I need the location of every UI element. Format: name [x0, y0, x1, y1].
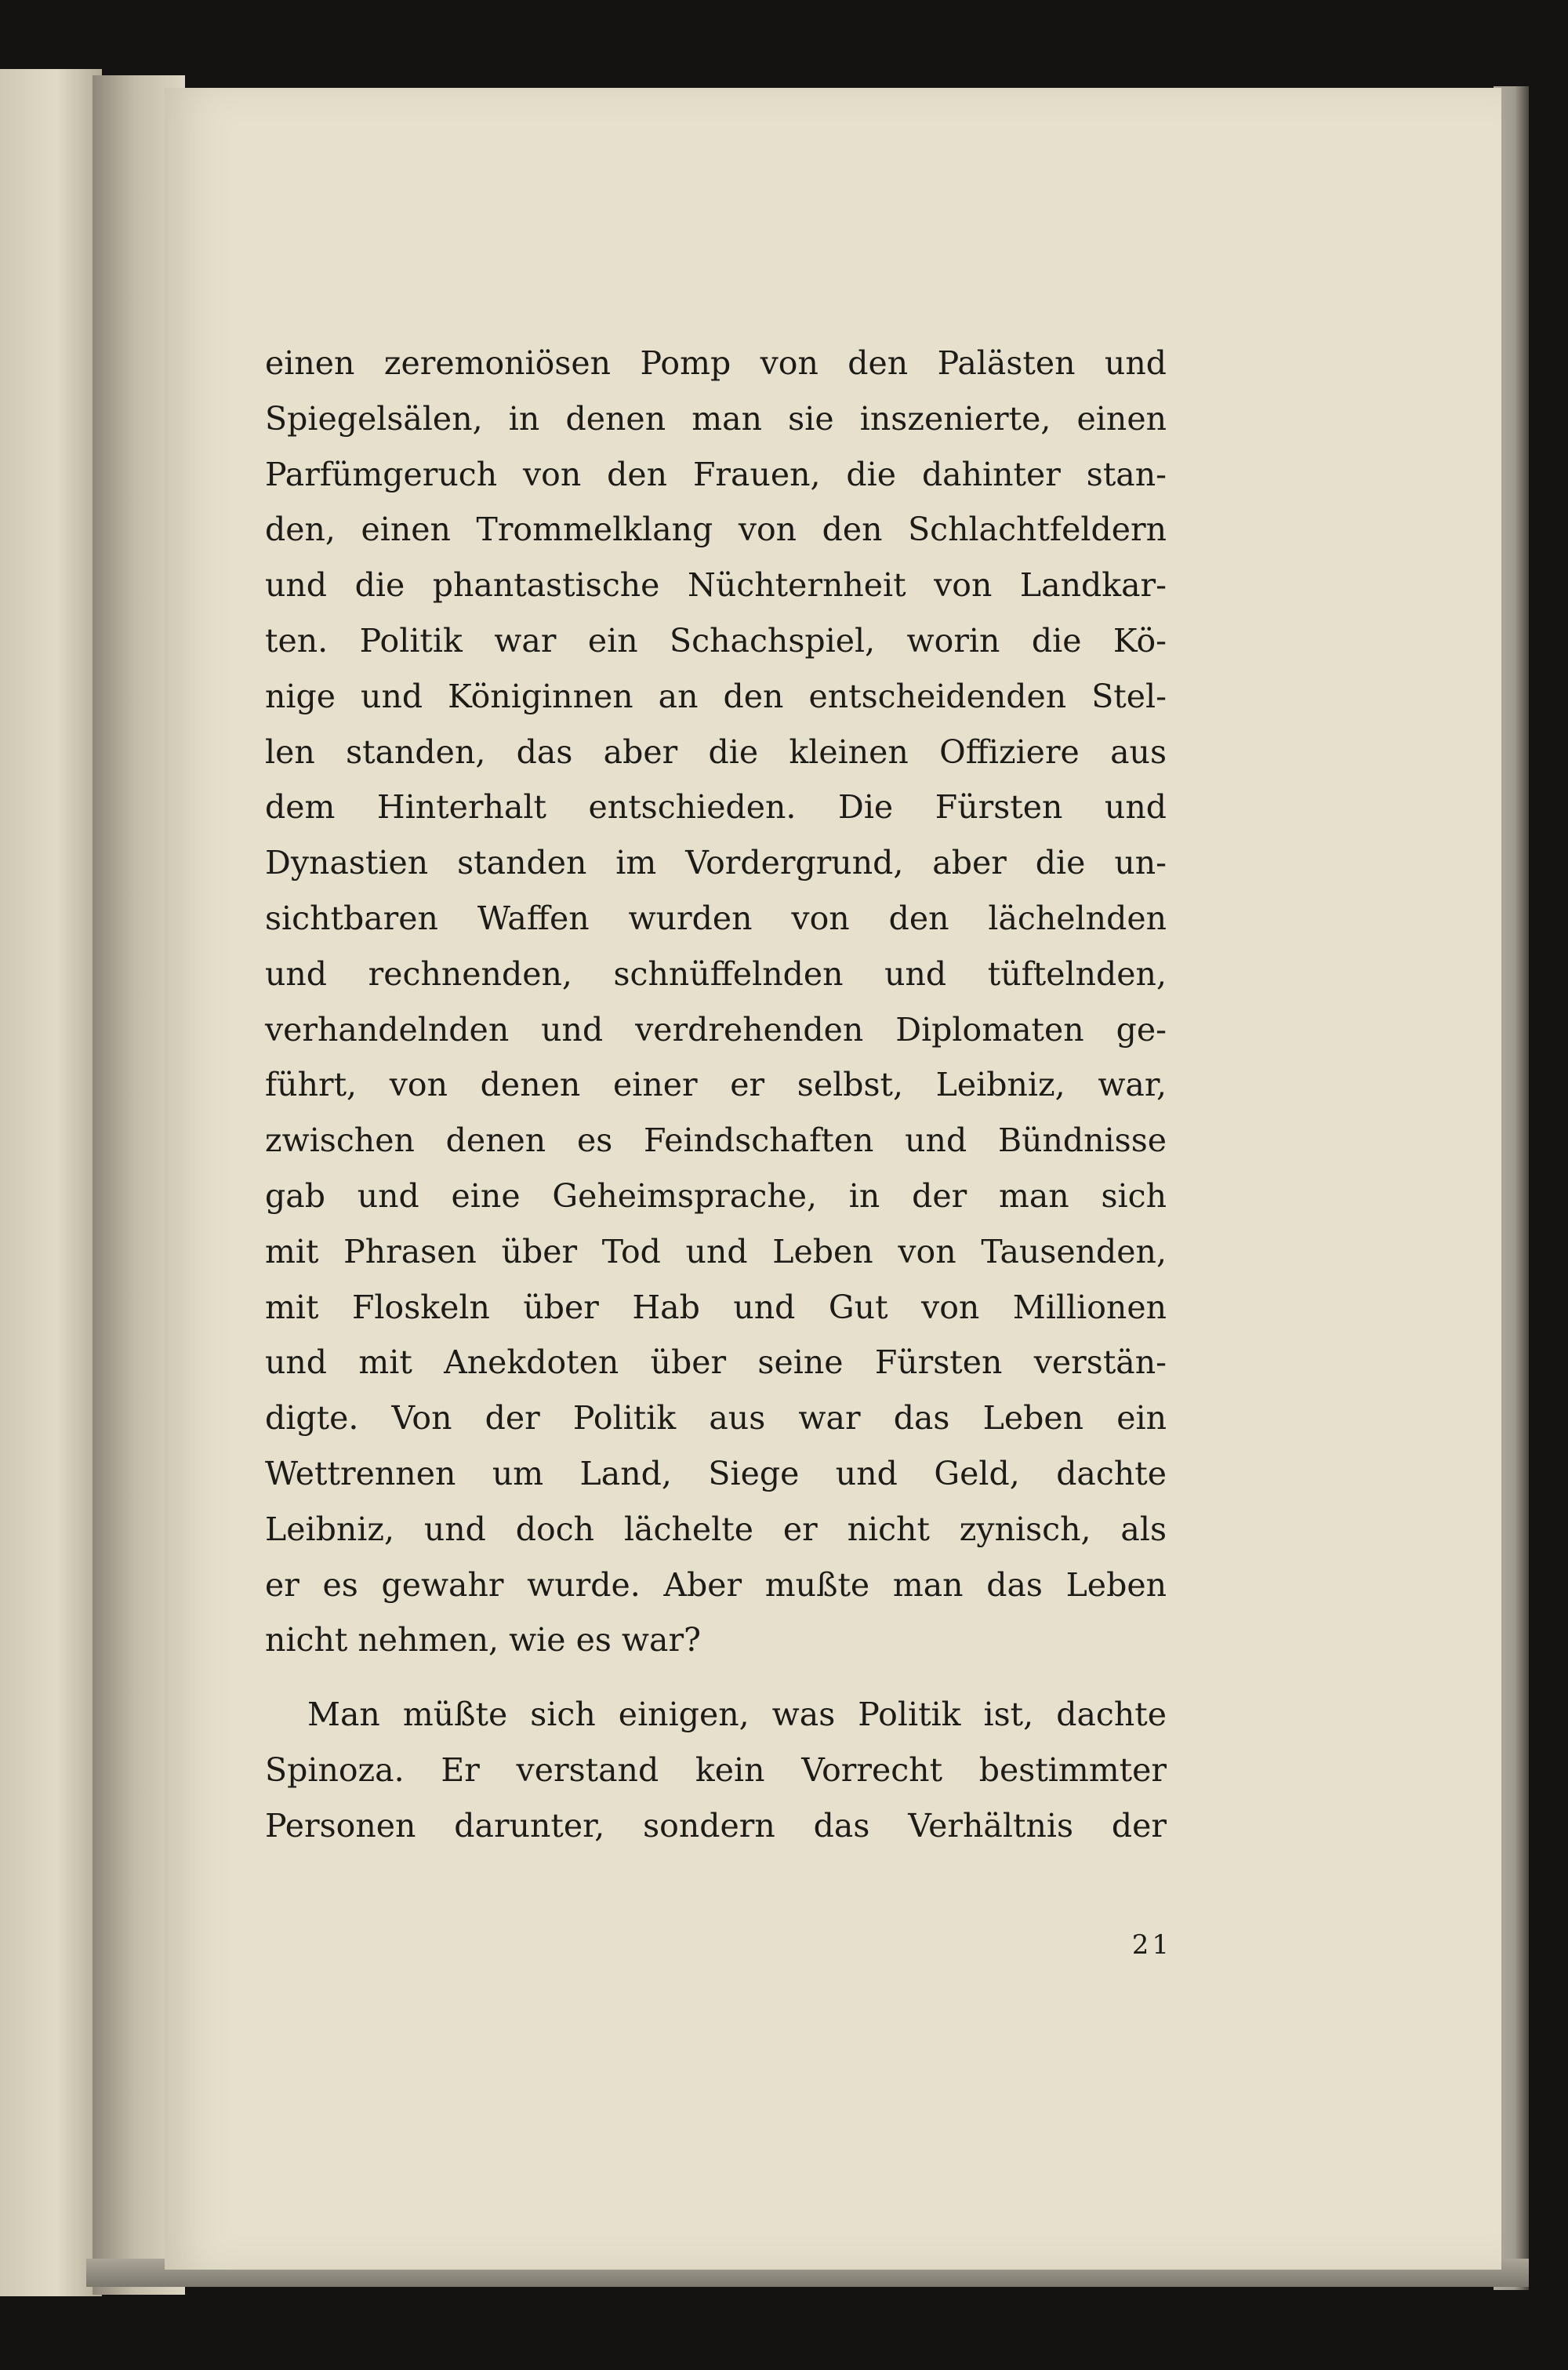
body-text	[265, 336, 1167, 1854]
text-line: gab und eine Geheimsprache, in der man sich	[265, 1176, 1167, 1215]
text-line: verhandelnden und verdrehenden Diplomaten ge-	[265, 1010, 1167, 1049]
text-line: und mit Anekdoten über seine Fürsten verstän-	[265, 1343, 1167, 1382]
text-line: den, einen Trommelklang von den Schlachtfeldern	[265, 511, 1167, 549]
text-line: Leibniz, und doch lächelte er nicht zynisch, als	[265, 1510, 1167, 1548]
text-line: Man müßte sich einigen, was Politik ist, dachte	[307, 1696, 1167, 1734]
text-line: ten. Politik war ein Schachspiel, worin die Kö-	[265, 621, 1167, 660]
text-line: er es gewahr wurde. Aber mußte man das Leben	[265, 1565, 1167, 1604]
text-line: nicht nehmen, wie es war?	[265, 1621, 702, 1659]
text-line: Spinoza. Er verstand kein Vorrecht bestimmter	[265, 1750, 1167, 1789]
left-page-edge	[0, 69, 102, 2296]
text-line: mit Floskeln über Hab und Gut von Millionen	[265, 1288, 1167, 1326]
text-line: einen zeremoniösen Pomp von den Palästen und	[265, 344, 1167, 382]
text-line: Dynastien standen im Vordergrund, aber die un-	[265, 844, 1167, 882]
paragraph-gap	[265, 1668, 1167, 1687]
text-line: zwischen denen es Feindschaften und Bündnisse	[265, 1121, 1167, 1160]
text-line: führt, von denen einer er selbst, Leibniz, war,	[265, 1066, 1167, 1104]
page-number: 21	[1131, 1929, 1172, 1961]
text-line: mit Phrasen über Tod und Leben von Tausenden,	[265, 1232, 1167, 1270]
text-line: sichtbaren Waffen wurden von den lächelnden	[265, 899, 1167, 937]
text-line: und die phantastische Nüchternheit von Landkar-	[265, 566, 1167, 605]
text-line: nige und Königinnen an den entscheidenden Stel-	[265, 677, 1167, 715]
text-line: Personen darunter, sondern das Verhältnis der	[265, 1806, 1167, 1845]
text-line: Wettrennen um Land, Siege und Geld, dachte	[265, 1454, 1167, 1492]
text-line: Parfümgeruch von den Frauen, die dahinter stan-	[265, 455, 1167, 493]
text-line: len standen, das aber die kleinen Offiziere aus	[265, 732, 1167, 771]
text-line: dem Hinterhalt entschieden. Die Fürsten und	[265, 788, 1167, 827]
text-line: und rechnenden, schnüffelnden und tüftelnden,	[265, 954, 1167, 993]
text-line: Spiegelsälen, in denen man sie inszenierte, einen	[265, 399, 1167, 438]
text-line: digte. Von der Politik aus war das Leben ein	[265, 1399, 1167, 1438]
